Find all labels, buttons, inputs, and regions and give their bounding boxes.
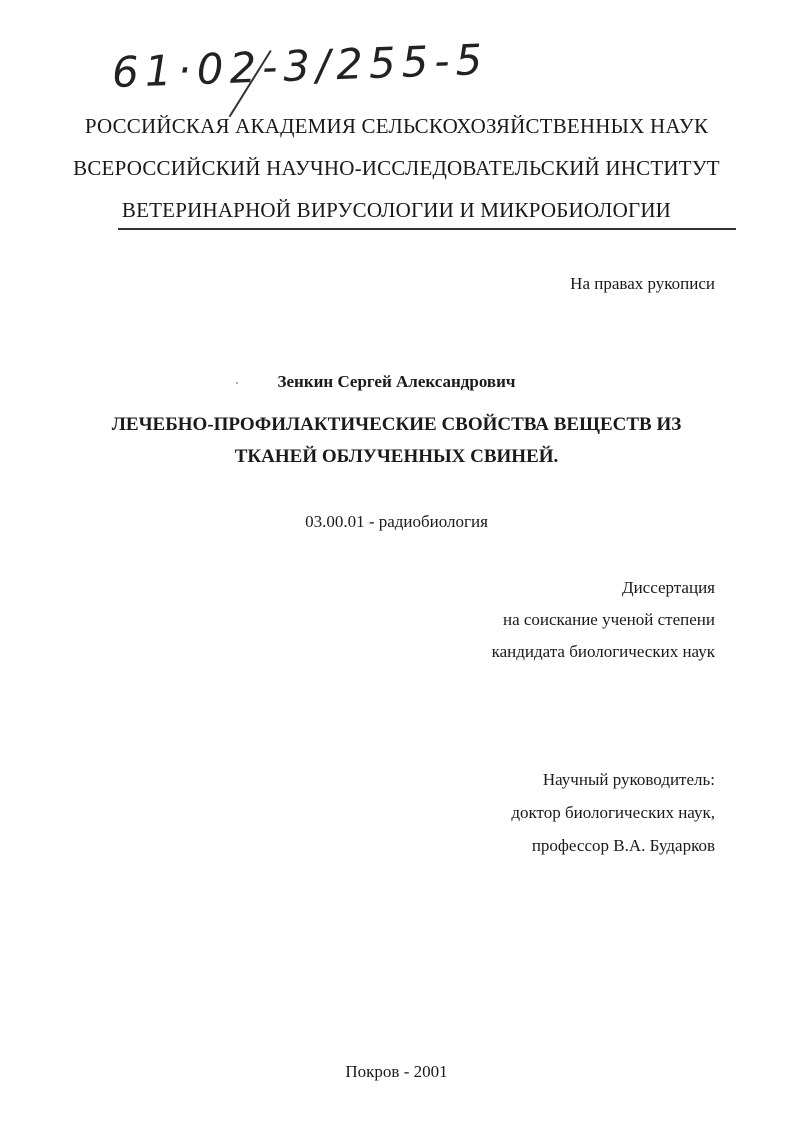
organization-line-2: ВСЕРОССИЙСКИЙ НАУЧНО-ИССЛЕДОВАТЕЛЬСКИЙ ИНСТИТУТ xyxy=(73,156,720,180)
author-name: Зенкин Сергей Александрович xyxy=(277,372,516,391)
header-divider xyxy=(118,228,736,230)
specialty-code: 03.00.01 - радиобиология xyxy=(305,512,488,531)
degree-line-3: кандидата биологических наук xyxy=(491,642,715,661)
degree-line-2: на соискание ученой степени xyxy=(502,610,715,629)
supervisor-line-3: профессор В.А. Бударков xyxy=(531,836,715,855)
dissertation-title-line-2: ТКАНЕЙ ОБЛУЧЕННЫХ СВИНЕЙ. xyxy=(234,446,559,467)
supervisor-line-2: доктор биологических наук, xyxy=(511,803,715,822)
supervisor-line-1: Научный руководитель: xyxy=(542,770,715,789)
organization-line-3: ВЕТЕРИНАРНОЙ ВИРУСОЛОГИИ И МИКРОБИОЛОГИИ xyxy=(121,198,672,222)
handwritten-registration-code: 61·02-3/255-5 xyxy=(111,34,489,97)
dissertation-title-line-1: ЛЕЧЕБНО-ПРОФИЛАКТИЧЕСКИЕ СВОЙСТВА ВЕЩЕСТВ ИЗ xyxy=(111,414,682,435)
degree-line-1: Диссертация xyxy=(621,578,715,597)
place-and-year: Покров - 2001 xyxy=(345,1062,448,1081)
manuscript-note: На правах рукописи xyxy=(570,274,715,293)
organization-line-1: РОССИЙСКАЯ АКАДЕМИЯ СЕЛЬСКОХОЗЯЙСТВЕННЫХ НАУК xyxy=(84,114,709,138)
